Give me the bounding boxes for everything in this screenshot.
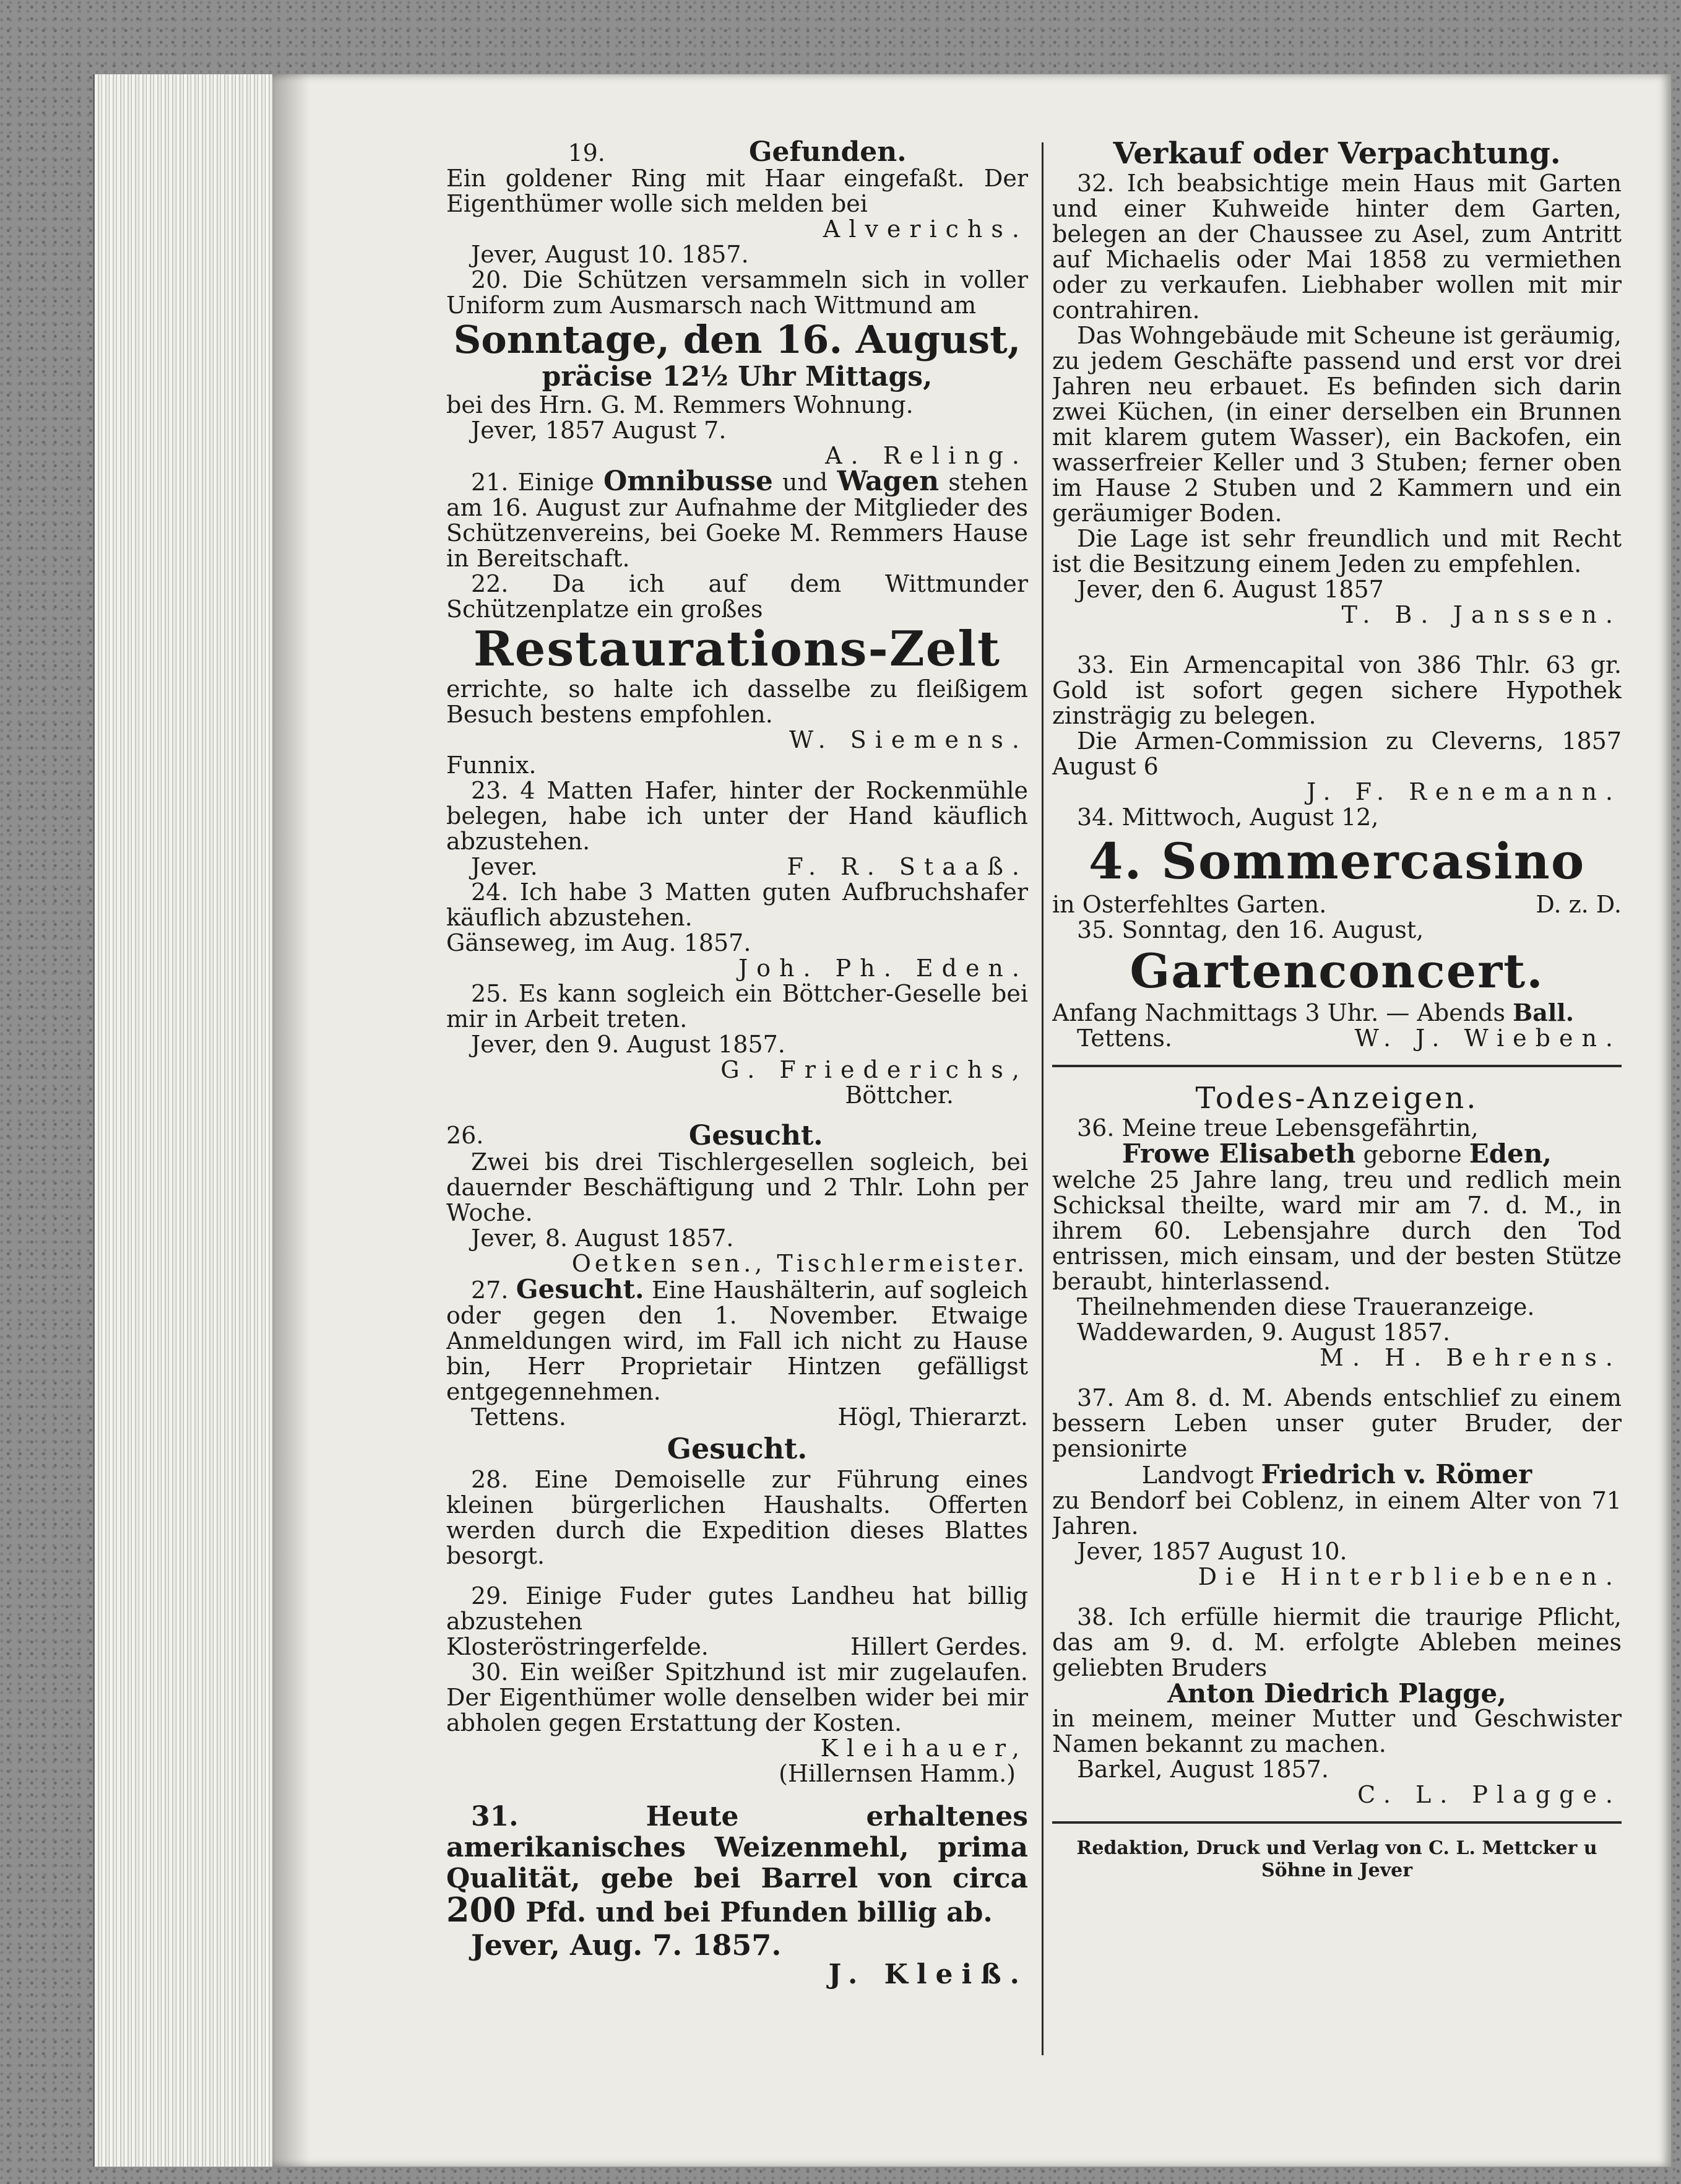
notice-34-signature: D. z. D. bbox=[1536, 891, 1622, 918]
notice-31-amount: 200 bbox=[446, 1890, 516, 1930]
notice-27-body: Eine Haushälterin, auf sogleich oder gegen den 1. November. Etwaige Anmeldungen wird, im Fall ich nicht zu Hause bin, Herr Proprietair Hintzen gefälligst entgegennehmen. bbox=[446, 1276, 1028, 1405]
notice-27-title: Gesucht. bbox=[516, 1274, 644, 1304]
notice-31-body2: Pfd. und bei Pfunden billig ab. bbox=[525, 1897, 993, 1928]
notice-31-body: 31. Heute erhaltenes amerikanisches Weizenmehl, prima Qualität, gebe bei Barrel von circa bbox=[446, 1801, 1028, 1894]
page-gutter-shadow bbox=[272, 74, 309, 2167]
notice-29-footer bbox=[446, 1634, 1028, 1660]
notice-33-text: 33. Ein Armencapital von 386 Thlr. 63 gr. Gold ist sofort gegen sichere Hypothek zinsträgig zu belegen. bbox=[1052, 651, 1622, 729]
notice-23-place: Jever. bbox=[471, 853, 538, 880]
notice-19-signature: Alverichs. bbox=[823, 215, 1028, 243]
notice-35-place: Tettens. bbox=[1077, 1025, 1172, 1052]
notice-29-place: Klosteröstringerfelde. bbox=[446, 1633, 709, 1660]
notice-37-title: Landvogt bbox=[1141, 1462, 1254, 1489]
notice-24-place: Gänseweg, im Aug. 1857. bbox=[446, 929, 751, 956]
notice-19-text: Ein goldener Ring mit Haar eingefaßt. Der Eigenthümer wolle sich melden bei bbox=[446, 165, 1028, 217]
notice-32-place: Jever, den 6. August 1857 bbox=[1077, 576, 1384, 603]
notice-35-text: 35. Sonntag, den 16. August, bbox=[1077, 916, 1424, 943]
notice-36-geb: geborne bbox=[1363, 1141, 1462, 1168]
notice-36-text3: Theilnehmenden diese Traueranzeige. bbox=[1077, 1293, 1535, 1320]
notice-27-number: 27. bbox=[471, 1276, 509, 1304]
notice-25-text: 25. Es kann sogleich ein Böttcher-Geselle bei mir in Arbeit treten. bbox=[446, 980, 1028, 1033]
spacer bbox=[1052, 1590, 1622, 1605]
notice-36-place: Waddewarden, 9. August 1857. bbox=[1077, 1319, 1451, 1346]
notice-19-title: Gefunden. bbox=[748, 139, 907, 168]
notice-32-text2: Das Wohngebäude mit Scheune ist geräumig, zu jedem Geschäfte passend und erst vor drei Jahren neu erbauet. Es befinden sich darin zwei Küchen, (in einer derselben ein Brunnen mit klarem gutem Wasser), ein Backofen, ein wasserfreier Keller und 3 Stuben; ferner oben im Hause 2 Stuben und 2 Kammern und ein geräumiger Boden. bbox=[1052, 322, 1622, 527]
notice-37-signature: Die Hinterbliebenen. bbox=[1198, 1563, 1622, 1590]
notice-35-footer bbox=[1052, 1026, 1622, 1051]
spacer bbox=[1052, 1371, 1622, 1385]
notice-37-name: Friedrich v. Römer bbox=[1261, 1459, 1532, 1489]
notice-29-signature: Hillert Gerdes. bbox=[850, 1633, 1028, 1660]
notice-26-number: 26. bbox=[446, 1122, 484, 1149]
notice-38-signature: C. L. Plagge. bbox=[1357, 1781, 1622, 1808]
notice-36-text: 36. Meine treue Lebensgefährtin, bbox=[1077, 1114, 1479, 1142]
notice-19-number: 19. bbox=[568, 139, 605, 167]
notice-33-signature: J. F. Renemann. bbox=[1307, 778, 1622, 805]
notice-19-heading bbox=[446, 139, 1028, 166]
notice-36-signature: M. H. Behrens. bbox=[1320, 1344, 1622, 1371]
notice-27-signature: Högl, Thierarzt. bbox=[837, 1403, 1028, 1431]
notice-34-footer bbox=[1052, 892, 1622, 917]
notice-37-place: Jever, 1857 August 10. bbox=[1077, 1538, 1347, 1565]
notice-20-date: Jever, 1857 August 7. bbox=[471, 417, 727, 444]
imprint-divider bbox=[1052, 1821, 1622, 1824]
notice-20-time: präcise 12½ Uhr Mittags, bbox=[542, 361, 933, 392]
notice-27-text bbox=[446, 1276, 1028, 1405]
notice-35-ball: Ball. bbox=[1513, 999, 1574, 1026]
notice-20-signature: A. Reling. bbox=[825, 442, 1028, 469]
notice-36-name: Frowe Elisabeth bbox=[1121, 1138, 1356, 1169]
spacer bbox=[446, 1787, 1028, 1801]
notice-25-signature-title: Böttcher. bbox=[845, 1081, 954, 1109]
notice-38-place: Barkel, August 1857. bbox=[1077, 1756, 1329, 1783]
notice-38-name: Anton Diedrich Plagge, bbox=[1167, 1678, 1506, 1709]
right-column bbox=[1052, 136, 1622, 2117]
notice-20-text: 20. Die Schützen versammeln sich in voller Uniform zum Ausmarsch nach Wittmund am bbox=[446, 266, 1028, 319]
notice-20-date-heading: Sonntage, den 16. August, bbox=[453, 317, 1021, 362]
left-column bbox=[446, 139, 1028, 2120]
notice-37-text2: zu Bendorf bei Coblenz, in einem Alter von 71 Jahren. bbox=[1052, 1487, 1622, 1540]
notice-23-signature: F. R. Staaß. bbox=[787, 853, 1028, 880]
notice-36-name-line bbox=[1052, 1138, 1622, 1169]
notice-35-signature: W. J. Wieben. bbox=[1354, 1025, 1622, 1052]
notice-38-text: 38. Ich erfülle hiermit die traurige Pflicht, das am 9. d. M. erfolgte Ableben meines geliebten Bruders bbox=[1052, 1603, 1622, 1681]
notice-26-signature: Oetken sen., Tischlermeister. bbox=[571, 1250, 1028, 1277]
notice-26-text: Zwei bis drei Tischlergesellen sogleich, bei dauernder Beschäftigung und 2 Thlr. Lohn per Woche. bbox=[446, 1148, 1028, 1226]
notice-36-text2: welche 25 Jahre lang, treu und redlich mein Schicksal theilte, ward mir am 7. d. M., in ihrem 60. Lebensjahre durch den Tod entrissen, mich einsam, und der besten Stütze beraubt, hinterlassend. bbox=[1052, 1166, 1622, 1295]
notice-34-text: 34. Mittwoch, August 12, bbox=[1077, 804, 1379, 831]
notice-22-signature: W. Siemens. bbox=[789, 726, 1028, 753]
notice-32-signature: T. B. Janssen. bbox=[1341, 601, 1622, 628]
notice-26-heading bbox=[446, 1120, 1028, 1151]
notice-22-text2: errichte, so halte ich dasselbe zu fleißigem Besuch bestens empfohlen. bbox=[446, 675, 1028, 728]
notice-27-footer bbox=[446, 1405, 1028, 1430]
notice-34-heading: 4. Sommercasino bbox=[1088, 832, 1586, 890]
notice-35-time bbox=[1052, 1000, 1622, 1026]
notice-30-text: 30. Ein weißer Spitzhund ist mir zugelaufen. Der Eigenthümer wolle denselben wider bei mir abholen gegen Erstattung der Kosten. bbox=[446, 1658, 1028, 1736]
notice-20-where: bei des Hrn. G. M. Remmers Wohnung. bbox=[446, 391, 914, 418]
notice-35-heading: Gartenconcert. bbox=[1130, 943, 1544, 999]
notice-21-und: und bbox=[782, 469, 828, 496]
notice-30-signature-place: (Hillernsen Hamm.) bbox=[779, 1760, 1016, 1787]
imprint: Redaktion, Druck und Verlag von C. L. Mettcker u Söhne in Jever bbox=[1076, 1837, 1597, 1881]
notice-31-text bbox=[446, 1801, 1028, 1928]
notice-37-name-line bbox=[1052, 1459, 1622, 1489]
notice-32-text: 32. Ich beabsichtige mein Haus mit Garten und einer Kuhweide hinter dem Garten, belegen an der Chaussee zu Asel, zum Antritt auf Michaelis oder Mai 1858 zu vermiethen oder zu verkaufen. Liebhaber wollen mit mir contrahiren. bbox=[1052, 170, 1622, 324]
spacer bbox=[446, 1569, 1028, 1584]
notice-27-place: Tettens. bbox=[471, 1403, 566, 1431]
notice-23-text: 23. 4 Matten Hafer, hinter der Rockenmühle belegen, habe ich unter der Hand käuflich abzustehen. bbox=[446, 777, 1028, 855]
page-edges bbox=[93, 74, 299, 2167]
notice-35-time-text: Anfang Nachmittags 3 Uhr. — Abends bbox=[1052, 999, 1506, 1026]
notice-36-maiden: Eden, bbox=[1469, 1138, 1552, 1169]
notice-33-text2: Die Armen-Commission zu Cleverns, 1857 August 6 bbox=[1052, 727, 1622, 780]
death-notices-heading: Todes-Anzeigen. bbox=[1195, 1081, 1479, 1116]
notice-21-omnibusse: Omnibusse bbox=[603, 466, 773, 497]
section-divider bbox=[1052, 1065, 1622, 1067]
notice-32-text3: Die Lage ist sehr freundlich und mit Recht ist die Besitzung einem Jeden zu empfehlen. bbox=[1052, 525, 1622, 578]
notice-25-place: Jever, den 9. August 1857. bbox=[471, 1031, 785, 1058]
notice-31-place: Jever, Aug. 7. 1857. bbox=[471, 1928, 782, 1962]
notice-25-signature: G. Friederichs, bbox=[720, 1056, 1028, 1083]
notice-21-wagen: Wagen bbox=[837, 466, 940, 497]
notice-22-heading: Restaurations-Zelt bbox=[473, 621, 1001, 677]
notice-21-pre: 21. Einige bbox=[471, 469, 594, 496]
sale-heading: Verkauf oder Verpachtung. bbox=[1113, 136, 1561, 171]
notice-19-place: Jever, August 10. 1857. bbox=[471, 241, 749, 268]
notice-22-text: 22. Da ich auf dem Wittmunder Schützenplatze ein großes bbox=[446, 570, 1028, 623]
notice-26-place: Jever, 8. August 1857. bbox=[471, 1224, 734, 1252]
notice-24-text: 24. Ich habe 3 Matten guten Aufbruchshafer käuflich abzustehen. bbox=[446, 878, 1028, 931]
column-rule bbox=[1042, 142, 1044, 2055]
spacer bbox=[1052, 628, 1622, 652]
notice-30-signature: Kleihauer, bbox=[820, 1735, 1028, 1762]
notice-26-title: Gesucht. bbox=[688, 1120, 823, 1151]
newspaper-page bbox=[272, 74, 1671, 2167]
notice-31-signature: J. Kleiß. bbox=[828, 1959, 1028, 1990]
notice-34-where: in Osterfehltes Garten. bbox=[1052, 891, 1327, 918]
notice-24-signature: Joh. Ph. Eden. bbox=[738, 955, 1028, 982]
notice-37-text: 37. Am 8. d. M. Abends entschlief zu einem bessern Leben unser guter Bruder, der pensionirte bbox=[1052, 1384, 1622, 1462]
notice-28-title: Gesucht. bbox=[667, 1432, 808, 1465]
notice-28-text: 28. Eine Demoiselle zur Führung eines kleinen bürgerlichen Haushalts. Offerten werden durch die Expedition dieses Blattes besorgt. bbox=[446, 1466, 1028, 1569]
notice-22-place: Funnix. bbox=[446, 752, 537, 779]
notice-29-text: 29. Einige Fuder gutes Landheu hat billig abzustehen bbox=[446, 1582, 1028, 1635]
notice-21-post: stehen am 16. August zur Aufnahme der Mitglieder des Schützenvereins, bei Goeke M. Remmers Hause in Bereitschaft. bbox=[446, 469, 1028, 572]
notice-21-text bbox=[446, 466, 1028, 572]
notice-23-footer bbox=[446, 854, 1028, 880]
notice-38-text2: in meinem, meiner Mutter und Geschwister Namen bekannt zu machen. bbox=[1052, 1705, 1622, 1757]
